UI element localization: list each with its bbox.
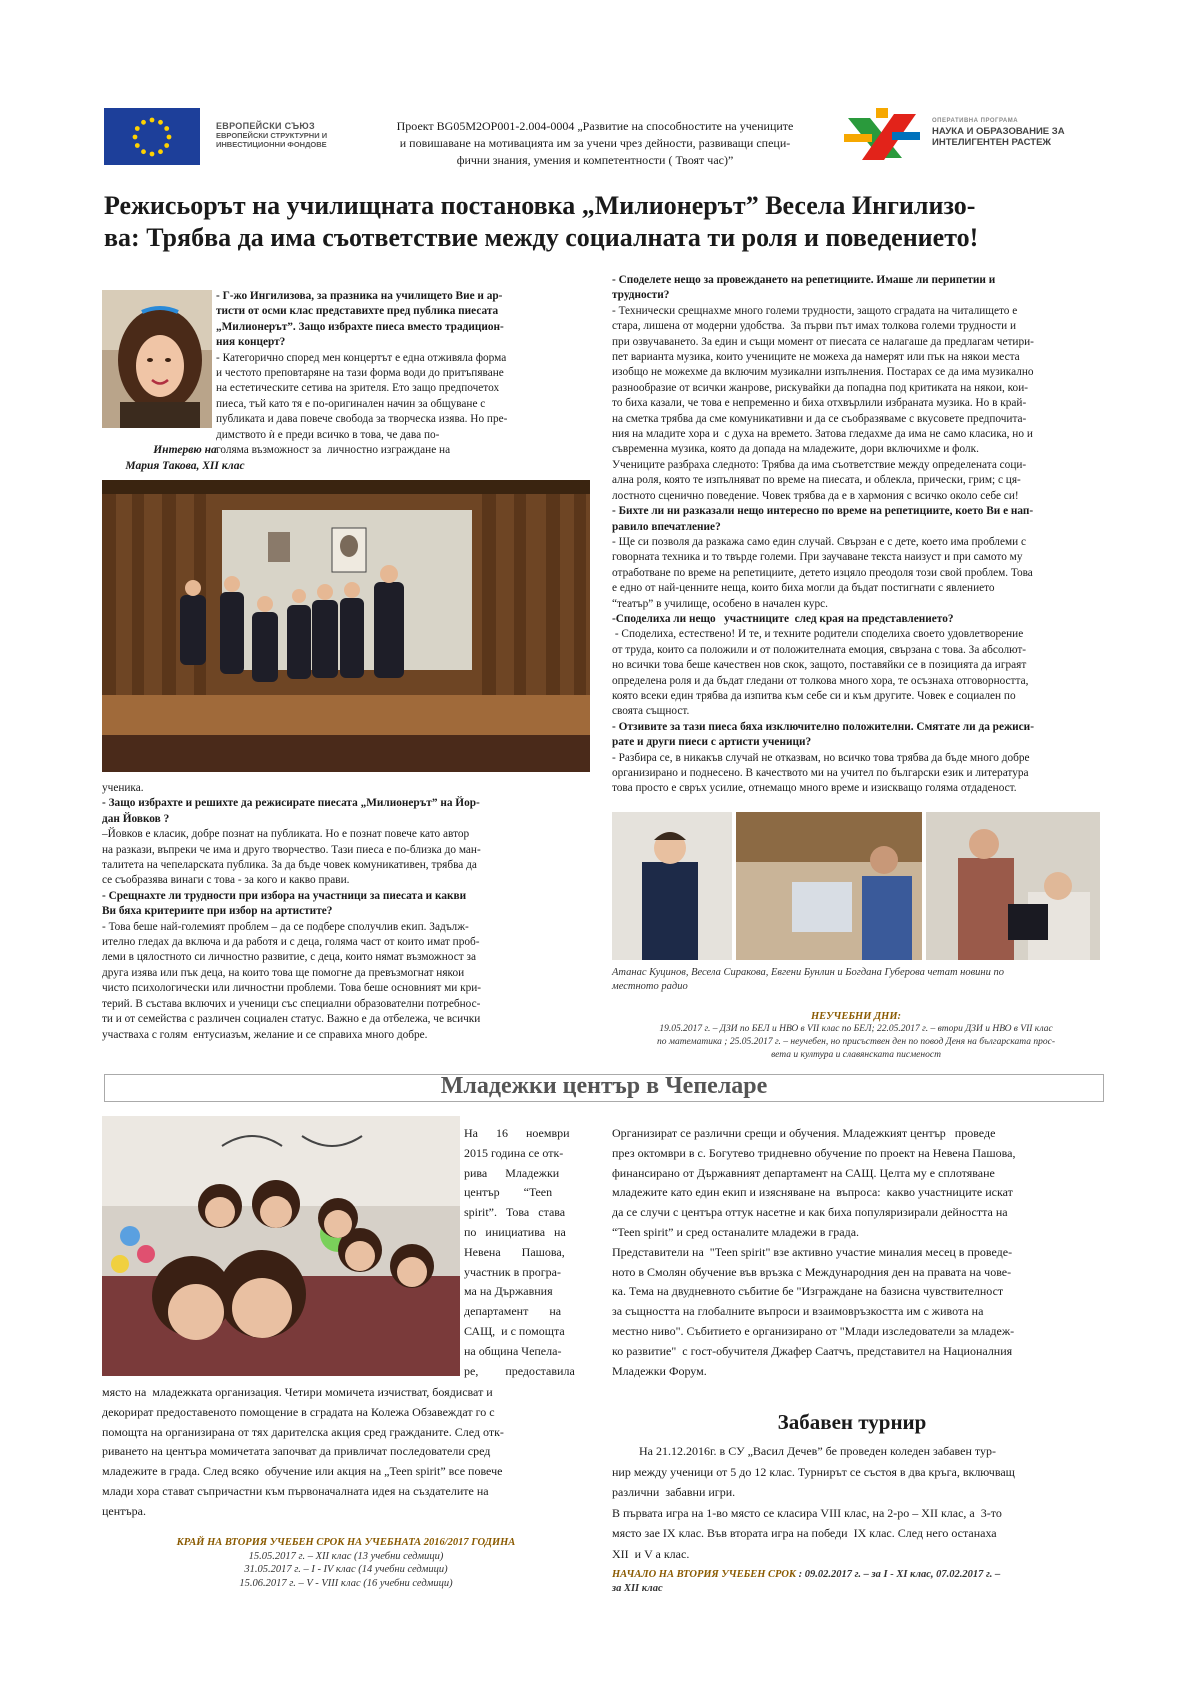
- text-line: “Teen spirit” и сред останалите младежи в града.: [612, 1224, 860, 1239]
- question-line: ния концерт?: [216, 336, 286, 349]
- stage-performance-image: [102, 480, 590, 772]
- question-line: равило впечатление?: [612, 520, 721, 533]
- text-line: то биха казали, че това е непременно и биха отхвърлили избраната музика. Но в край-: [612, 397, 1027, 410]
- end-of-term-title: КРАЙ НА ВТОРИЯ УЧЕБЕН СРОК НА УЧЕБНАТА 2016/2017 ГОДИНА: [176, 1537, 516, 1548]
- eu-label-line: ИНВЕСТИЦИОННИ ФОНДОВЕ: [216, 140, 327, 149]
- text-line: публиката и дава повече свобода за творческа изява. Но пре-: [216, 413, 508, 426]
- text-line: Организират се различни срещи и обучения. Младежкият център проведе: [612, 1126, 996, 1140]
- text-line: департамент на: [464, 1304, 562, 1319]
- text-line: ти и от семейства с различен социален статус. Важно е да отбележа, че всички: [102, 1013, 481, 1026]
- text-line: ма на Държавния: [464, 1284, 553, 1299]
- page-headline: [104, 190, 1104, 254]
- text-line: димството ѝ е преди всичко в това, че дава по-: [216, 428, 440, 441]
- text-line: ална роля, която те изпълняват по време на пиесата, и облекла, прически, грим; с ця-: [612, 474, 1021, 487]
- text-line: от труда, които са положили и от положителната емоция, свързана с това. За абсолют-: [612, 643, 1027, 656]
- text-line: терий. В състава включих и ученици със специални образователни потребнос-: [102, 997, 481, 1010]
- text-line: На 21.12.2016г. в СУ „Васил Дечев” бе проведен коледен забавен тур-: [612, 1444, 996, 1458]
- text-line: местно ниво". Събитието е организирано от "Млади изследователи за младеж-: [612, 1323, 1015, 1338]
- eu-label-line: ЕВРОПЕЙСКИ СТРУКТУРНИ И: [216, 131, 328, 140]
- non-school-line: 19.05.2017 г. – ДЗИ по БЕЛ и НВО в VII клас по БЕЛ; 22.05.2017 г. – втори ДЗИ и НВО в VII клас: [659, 1024, 1053, 1034]
- text-line: се съобразява винаги с това - за кого и какво прави.: [102, 874, 350, 887]
- text-line: риването на центъра момичетата започват да привличат последователи сред: [102, 1444, 491, 1459]
- eu-logo: [104, 108, 200, 165]
- text-line: организирано и поднесено. В качеството ми на учител по български език и литература: [612, 767, 1029, 779]
- text-line: център “Teen: [464, 1185, 553, 1200]
- text-line: и честото преповтаряне на тази форма води до притъпяване: [216, 367, 504, 380]
- text-line: чисто психологически или личностни проблеми. Това беше основният ми кри-: [102, 982, 482, 995]
- text-line: ученика.: [102, 782, 144, 794]
- question-line: дан Йовков ?: [102, 812, 170, 825]
- text-line: пет варианта музика, които учениците не можеха да намерят или пък на някои места: [612, 351, 1020, 364]
- text-line: центъра.: [102, 1503, 146, 1518]
- text-line: Учениците разбраха следното: Трябва да има съответствие между определената соци-: [612, 458, 1027, 471]
- text-line: талитета на чепеларската публика. За да бъде човек комуникативен, трябва да: [102, 859, 477, 872]
- question-line: - Споделете нещо за провеждането на репетициите. Имаше ли перипетии и: [612, 274, 996, 286]
- youth-center-narrow-text: [464, 1124, 588, 1381]
- question-line: тисти от осми клас представихте пред публика пиесата: [216, 305, 499, 318]
- text-line: В първата игра на 1-во място се класира VIII клас, на 2-ро – XII клас, а 3-то: [612, 1505, 1002, 1520]
- op-label-line: ОПЕРАТИВНА ПРОГРАМА: [932, 118, 1019, 124]
- youth-selfie-image: [102, 1116, 460, 1376]
- second-term-dates: : 09.02.2017 г. – за I - XI клас, 07.02.2017 г. –: [796, 1569, 1001, 1580]
- text-line: финансирано от Държавният департамент на САЩ. Целта му е сплотяване: [612, 1165, 995, 1180]
- text-line: ително гледах да включа и да работя и с деца, голяма част от които имат проб-: [102, 936, 480, 949]
- op-label: [932, 118, 1102, 148]
- project-line: Проект BG05M2OP001-2.004-0004 „Развитие на способностите на учениците: [396, 119, 794, 133]
- text-line: друга изява или пък деца, на които това ще помогне да превъзмогнат някои: [102, 966, 465, 979]
- text-line: отработване по време на репетициите, детето изцяло преодоля този свой проблем. Това: [612, 566, 1033, 579]
- text-line: лостното сценично поведение. Човек трябва да е в хармония с всичко около себе си!: [612, 489, 1019, 502]
- text-line: съвременна музика, която да допада на младежите, дори включихме и фолк.: [612, 443, 979, 456]
- text-line: младежите в града. След всяко обучение или акция на „Teen spirit” все повече: [102, 1464, 503, 1479]
- text-line: ре, предоставила: [464, 1363, 575, 1378]
- portrait-image: [102, 290, 212, 428]
- end-of-term-box: [102, 1536, 590, 1590]
- text-line: ния на младите хора и с духа на времето. Затова гледахме да има не само класика, но и: [612, 428, 1033, 441]
- text-line: –Йовков е класик, добре познат на публиката. Но е познат повече като автор: [102, 828, 470, 841]
- second-term-dates: за XII клас: [612, 1583, 663, 1594]
- second-term-start: [612, 1568, 1096, 1596]
- interview-right-column: [612, 273, 1092, 797]
- text-line: на община Чепела-: [464, 1343, 562, 1358]
- radio-photos: [612, 812, 1100, 960]
- interview-continued-text: [102, 781, 590, 1043]
- text-line: е едно от най-ценните неща, които биха могли да бъдат постигнати с явлението: [612, 582, 995, 595]
- text-line: място зае IX клас. Във втората игра на победи IX клас. След него останаха: [612, 1526, 997, 1540]
- youth-center-wide-text: [102, 1383, 590, 1522]
- op-logo: [842, 106, 922, 168]
- text-line: изобщо не можехме да включим музикални изпълнения. Постарах се да има музикално: [612, 366, 1034, 379]
- science-program-icon: [842, 106, 922, 168]
- text-line: нир между ученици от 5 до 12 клас. Турнирът се състоя в два кръга, включващ: [612, 1464, 1015, 1479]
- question-line: Ви бяха критериите при избор на артистите?: [102, 905, 333, 918]
- caption-line: Интервю на: [153, 444, 217, 456]
- text-line: рива Младежки: [464, 1165, 560, 1180]
- non-school-line: вета и култура и славянската писменост: [771, 1050, 941, 1060]
- text-line: през октомври в с. Богутево тридневно обучение по проект на Невена Пашова,: [612, 1145, 1016, 1160]
- text-line: Младежки Форум.: [612, 1363, 707, 1378]
- question-line: - Защо избрахте и решихте да режисирате пиесата „Милионерът” на Йор-: [102, 797, 480, 810]
- non-school-days: [612, 1010, 1100, 1062]
- youth-center-right-text: [612, 1124, 1096, 1381]
- text-line: Представители на "Teen spirit" взе активно участие миналия месец в проведе-: [612, 1244, 1013, 1259]
- text-line: участник в програ-: [464, 1264, 561, 1279]
- non-school-days-title: НЕУЧЕБНИ ДНИ:: [811, 1011, 901, 1022]
- caption-line: местното радио: [612, 981, 688, 992]
- text-line: но всички това беше качествен нов скок, защото, поставяйки се в позицията да играят: [612, 659, 1027, 672]
- headline-line: Режисьорът на училищната постановка „Милионерът” Весела Ингилизо-: [104, 191, 976, 220]
- text-line: голяма възможност за личностно изграждане на: [216, 444, 451, 457]
- text-line: пиеса, тъй като тя е по-оригинален начин за общуване с: [216, 397, 486, 410]
- text-line: spirit”. Това става: [464, 1205, 566, 1220]
- tournament-text: [612, 1441, 1096, 1564]
- text-line: това просто е свръх усилие, отнемащо много време и изискващо голяма отдаденост.: [612, 782, 1017, 795]
- end-of-term-line: 31.05.2017 г. – I - IV клас (14 учебни седмици): [244, 1564, 448, 1575]
- text-line: ното в Смолян обучение във връзка с Международния ден на правата на чове-: [612, 1264, 1012, 1279]
- question-line: - Срещнахте ли трудности при избора на участници за пиесата и какви: [102, 889, 467, 902]
- text-line: декорират предоставеното помощение в сградата на Колежа Обзавеждат го с: [102, 1404, 495, 1419]
- radio-news-image: [612, 812, 1100, 960]
- project-line: и повишаване на мотивацията им за учени чрез дейности, развиващи специ-: [399, 136, 791, 150]
- text-line: по инициатива на: [464, 1224, 566, 1239]
- text-line: на разкази, въпреки че има и друго творчество. Тази пиеса е по-близка до ман-: [102, 843, 481, 856]
- project-line: фични знания, умения и компетентности ( Твоят час)”: [456, 153, 734, 167]
- caption-line: Мария Такова, XII клас: [125, 460, 245, 472]
- question-line: рате и други пиеси с артисти ученици?: [612, 736, 812, 749]
- op-label-line: НАУКА И ОБРАЗОВАНИЕ ЗА: [932, 126, 1065, 137]
- question-line: - Отзивите за тази пиеса бяха изключително положителни. Смятате ли да режиси-: [612, 720, 1034, 733]
- radio-caption: [612, 966, 1100, 994]
- text-line: за същността на глобалните въпроси и взаимовръзкостта им с живота на: [612, 1304, 984, 1319]
- tournament-title: Забавен турнир: [777, 1410, 927, 1434]
- text-line: - Това беше най-големият проблем – да се подбере сполучлив екип. Задълж-: [102, 920, 469, 933]
- headline-line: ва: Трябва да има съответствие между социалната ти роля и поведението!: [104, 223, 979, 252]
- text-line: при озвучаването. За един и същи момент от пиесата се налагаше да предлагам четири-: [612, 335, 1034, 348]
- end-of-term-line: 15.05.2017 г. – XII клас (13 учебни седмици): [248, 1550, 444, 1562]
- text-line: 2015 година се отк-: [464, 1145, 564, 1160]
- youth-center-title: Младежки център в Чепеларе: [440, 1073, 768, 1099]
- text-line: млади хора стават съпричастни към първоначалната идея на създателите на: [102, 1483, 489, 1498]
- text-line: да се случи с центъра оттук насетне и как биха популяризирали дейността на: [612, 1205, 1008, 1220]
- text-line: ка. Тема на двудневното събитие бе "Изграждане на базисна чувствителност: [612, 1284, 1004, 1299]
- eu-label-line: ЕВРОПЕЙСКИ СЪЮЗ: [216, 121, 315, 131]
- youth-center-photo: [102, 1116, 460, 1376]
- question-line: трудности?: [612, 289, 670, 302]
- text-line: на сметка трябва да сме комуникативни и да се съобразяваме с вкусовете предпочита-: [612, 412, 1027, 425]
- text-line: - Технически срещнахме много големи трудности, защото сградата на читалището е: [612, 304, 1018, 317]
- text-line: говорната техника и то твърде големи. При заучаване текста наизуст и при самото му: [612, 551, 1023, 564]
- caption-line: Атанас Куцинов, Весела Сиракова, Евгени Бунлин и Богдана Губерова четат новини по: [612, 967, 1005, 978]
- non-school-line: по математика ; 25.05.2017 г. – неучебен, но присъствен ден по повод Деня на българската прос-: [657, 1037, 1055, 1047]
- text-line: ко развитие" с гост-обучителя Джафер Саатчъ, представител на Националния: [612, 1343, 1013, 1358]
- question-line: „Милионерът”. Защо избрахте пиеса вместо традицион-: [216, 320, 504, 333]
- question-line: -Споделиха ли нещо участниците след края на представлението?: [612, 612, 954, 625]
- text-line: младежите като един екип и изясняване на въпроса: какво участниците искат: [612, 1185, 1013, 1200]
- text-line: XII и V а клас.: [612, 1546, 690, 1561]
- youth-center-title-box: [104, 1074, 1104, 1102]
- interview-intro-text: [216, 289, 590, 458]
- text-line: - Разбира се, в никакъв случай не отказвам, но всичко това трябва да бъде много добре: [612, 751, 1030, 764]
- eu-fund-label: [216, 121, 356, 149]
- text-line: своята същност.: [612, 705, 690, 718]
- text-line: която всеки един трябва да изпитва към себе си и към другите. Човек е социален по: [612, 689, 1016, 702]
- question-line: - Бихте ли ни разказали нещо интересно по време на репетициите, което Ви е нап-: [612, 505, 1034, 518]
- op-label-line: ИНТЕЛИГЕНТЕН РАСТЕЖ: [932, 137, 1052, 148]
- text-line: на естетическите сетива на зрителя. Ето защо предпочетох: [216, 382, 500, 395]
- text-line: определена роля и да бъдат гледани от толкова много хора, те осъзнаха отговорността,: [612, 674, 1029, 687]
- text-line: място на младежката организация. Четири момичета изчистват, боядисват и: [102, 1385, 493, 1399]
- text-line: разнообразие от всички жанрове, рискувайки да попадна под критиката на някои, кои-: [612, 381, 1029, 394]
- text-line: леми в цялостното си личностно развитие, с деца, които нямат възможност за: [102, 951, 476, 964]
- text-line: На 16 ноември: [464, 1126, 570, 1140]
- text-line: - Споделиха, естествено! И те, и техните родители споделиха своето удовлетворение: [612, 628, 1024, 641]
- question-line: - Г-жо Ингилизова, за празника на училището Вие и ар-: [216, 290, 503, 302]
- text-line: участваха с голям ентусиазъм, желание и се справиха много добре.: [102, 1028, 428, 1041]
- text-line: помощта на организирана от тях дарителска акция сред гражданите. След отк-: [102, 1424, 504, 1439]
- text-line: Невена Пашова,: [464, 1244, 565, 1259]
- end-of-term-line: 15.06.2017 г. – V - VIII клас (16 учебни седмици): [239, 1577, 453, 1589]
- text-line: различни забавни игри.: [612, 1485, 736, 1499]
- project-description: [355, 118, 835, 169]
- text-line: - Ще си позволя да разкажа само един случай. Свързан е с дете, което има проблеми с: [612, 535, 1026, 548]
- text-line: САЩ, и с помощта: [464, 1323, 565, 1338]
- portrait-photo: [102, 290, 212, 428]
- second-term-label: НАЧАЛО НА ВТОРИЯ УЧЕБЕН СРОК: [612, 1569, 797, 1580]
- eu-flag-icon: [104, 108, 200, 165]
- text-line: - Категорично според мен концертът е една отживяла форма: [216, 351, 507, 364]
- text-line: “театър” в училище, особено в начален курс.: [612, 597, 828, 610]
- stage-photo: [102, 480, 590, 772]
- text-line: стара, лишена от модерни удобства. За първи път имах толкова големи трудности и: [612, 320, 1017, 333]
